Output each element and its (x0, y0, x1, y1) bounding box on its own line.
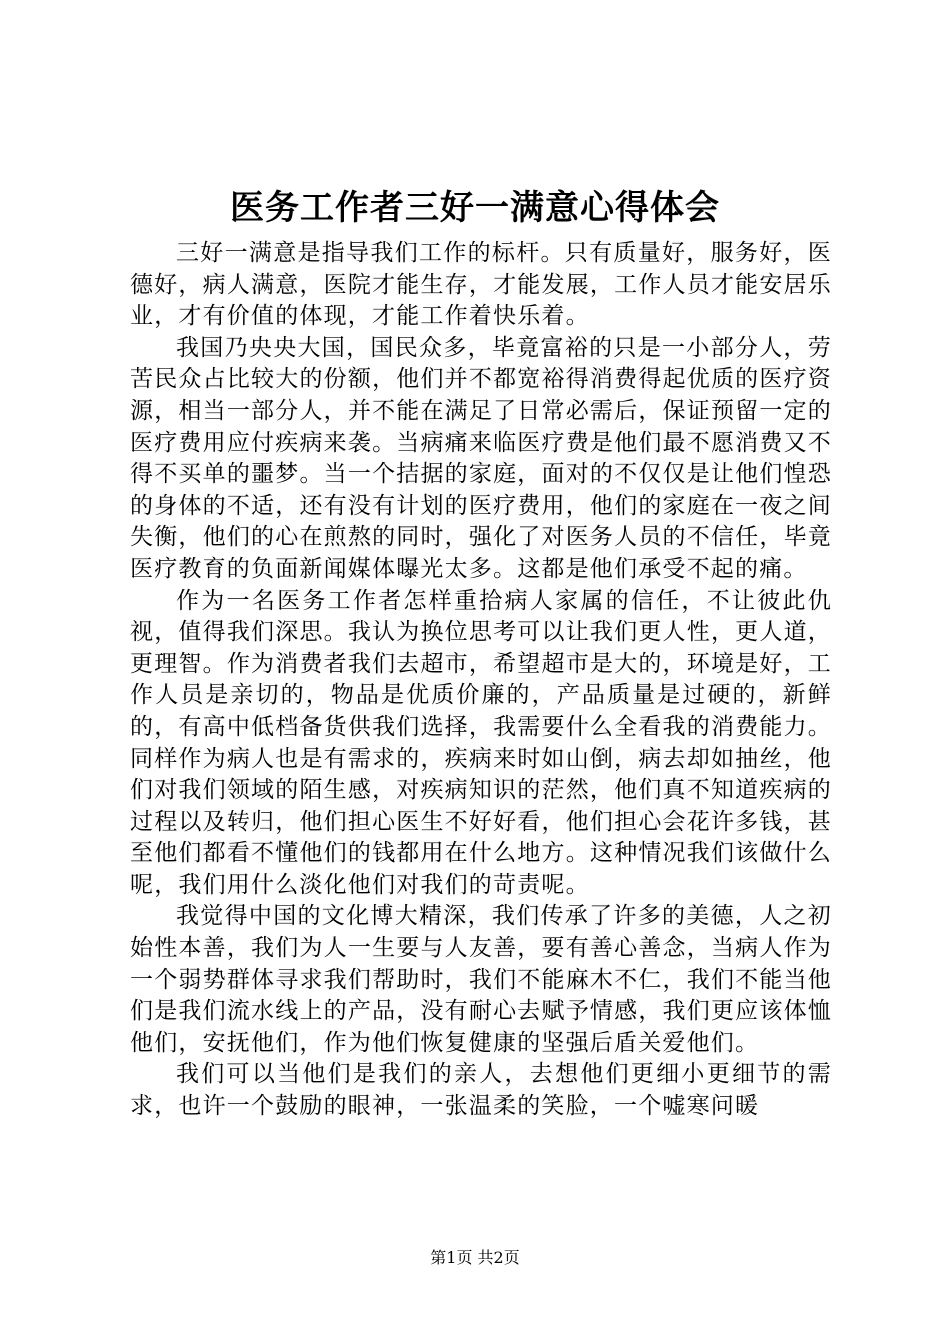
paragraph: 三好一满意是指导我们工作的标杆。只有质量好，服务好，医德好，病人满意，医院才能生存，才能发展，工作人员才能安居乐业，才有价值的体现，才能工作着快乐着。 (130, 240, 832, 330)
paragraph: 我们可以当他们是我们的亲人，去想他们更细小更细节的需求，也许一个鼓励的眼神，一张温柔的笑脸，一个嘘寒问暖 (130, 1061, 832, 1120)
page-number-footer: 第1页 共2页 (430, 1248, 520, 1267)
paragraph: 我觉得中国的文化博大精深，我们传承了许多的美德，人之初始性本善，我们为人一生要与人友善，要有善心善念，当病人作为一个弱势群体寻求我们帮助时，我们不能麻木不仁，我们不能当他们是我们流水线上的产品，没有耐心去赋予情感，我们更应该体恤他们，安抚他们，作为他们恢复健康的坚强后盾关爱他们。 (130, 903, 832, 1056)
document-body (130, 238, 832, 1123)
paragraph: 我国乃央央大国，国民众多，毕竟富裕的只是一小部分人，劳苦民众占比较大的份额，他们并不都宽裕得消费得起优质的医疗资源，相当一部分人，并不能在满足了日常必需后，保证预留一定的医疗费用应付疾病来袭。当病痛来临医疗费是他们最不愿消费又不得不买单的噩梦。当一个拮据的家庭，面对的不仅仅是让他们惶恐的身体的不适，还有没有计划的医疗费用，他们的家庭在一夜之间失衡，他们的心在煎熬的同时，强化了对医务人员的不信任，毕竟医疗教育的负面新闻媒体曝光太多。这都是他们承受不起的痛。 (130, 334, 832, 582)
paragraph: 作为一名医务工作者怎样重拾病人家属的信任，不让彼此仇视，值得我们深思。我认为换位思考可以让我们更人性，更人道，更理智。作为消费者我们去超市，希望超市是大的，环境是好，工作人员是亲切的，物品是优质价廉的，产品质量是过硬的，新鲜的，有高中低档备货供我们选择，我需要什么全看我的消费能力。同样作为病人也是有需求的，疾病来时如山倒，病去却如抽丝，他们对我们领域的陌生感，对疾病知识的茫然，他们真不知道疾病的过程以及转归，他们担心医生不好好看，他们担心会花许多钱，甚至他们都看不懂他们的钱都用在什么地方。这种情况我们该做什么呢，我们用什么淡化他们对我们的苛责呢。 (130, 587, 832, 898)
document-title: 医务工作者三好一满意心得体会 (230, 188, 720, 228)
